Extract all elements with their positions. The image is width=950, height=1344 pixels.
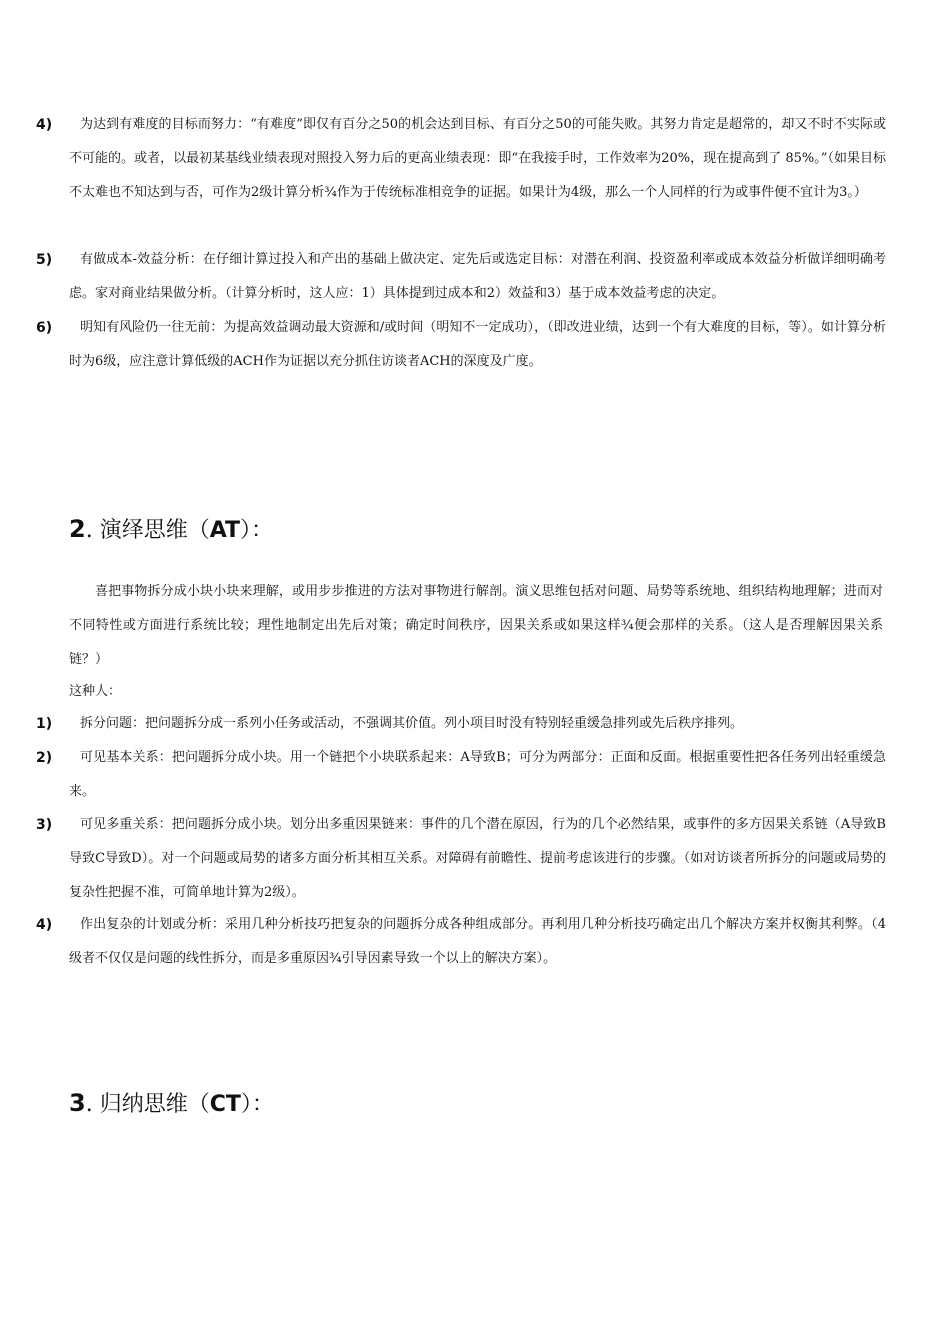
item-text: 拆分问题：把问题拆分成一系列小任务或活动，不强调其价值。列小项目时没有特别轻重缓急排列或先后秩序排列。 bbox=[80, 716, 744, 731]
intro-paragraph: 喜把事物拆分成小块小块来理解，或用步步推进的方法对事物进行解剖。演义思维包括对问题、局势等系统地、组织结构地理解；进而对不同特性或方面进行系统比较；理性地制定出先后对策；确定时间秩序，因果关系或如果这样¾便会那样的关系。（这人是否理解因果关系链？） bbox=[69, 584, 883, 667]
item-number: 4) bbox=[36, 117, 53, 133]
item-text: 明知有风险仍一往无前：为提高效益调动最大资源和/或时间（明知不一定成功），（即改进业绩，达到一个有大难度的目标，等）。如计算分析时为6级，应注意计算低级的ACH作为证据以充分抓住访谈者ACH的深度及广度。 bbox=[69, 320, 886, 369]
item-number: 1) bbox=[36, 716, 53, 732]
list-item bbox=[36, 741, 886, 809]
item-text: 可见基本关系：把问题拆分成小块。用一个链把个小块联系起来：A导致B；可分为两部分：正面和反面。根据重要性把各任务列出轻重缓急来。 bbox=[69, 750, 886, 799]
section-number: 2 bbox=[69, 515, 86, 543]
section-title-end: ）： bbox=[240, 518, 274, 543]
section-dot: . bbox=[85, 518, 93, 543]
section-code: CT bbox=[209, 1092, 241, 1117]
item-number: 6) bbox=[36, 320, 53, 336]
section-number: 3 bbox=[69, 1089, 86, 1117]
item-text: 有做成本-效益分析：在仔细计算过投入和产出的基础上做决定、定先后或选定目标：对潜在利润、投资盈利率或成本效益分析做详细明确考虑。家对商业结果做分析。（计算分析时，这人应：1）具体提到过成本和2）效益和3）基于成本效益考虑的决定。 bbox=[69, 252, 886, 301]
item-text: 作出复杂的计划或分析：采用几种分析技巧把复杂的问题拆分成各种组成部分。再利用几种分析技巧确定出几个解决方案并权衡其利弊。（4级者不仅仅是问题的线性拆分，而是多重原因¾引导因素导致一个以上的解决方案）。 bbox=[69, 917, 886, 966]
section-title: 演绎思维（ bbox=[99, 518, 210, 543]
section-title-end: ）： bbox=[240, 1092, 274, 1117]
section-code: AT bbox=[209, 518, 241, 543]
list-item bbox=[36, 808, 886, 910]
section-dot: . bbox=[85, 1092, 93, 1117]
item-number: 2) bbox=[36, 750, 53, 766]
section-heading bbox=[69, 1088, 274, 1120]
item-number: 4) bbox=[36, 917, 53, 933]
list-item bbox=[36, 311, 886, 379]
item-text: 可见多重关系：把问题拆分成小块。划分出多重因果链来：事件的几个潜在原因，行为的几个必然结果，或事件的多方因果关系链（A导致B导致C导致D）。对一个问题或局势的诸多方面分析其相互关系。对障碍有前瞻性、提前考虑该进行的步骤。（如对访谈者所拆分的问题或局势的复杂性把握不准，可简单地计算为2级）。 bbox=[69, 817, 886, 900]
list-item bbox=[36, 707, 886, 741]
item-number: 5) bbox=[36, 252, 53, 268]
section-heading bbox=[69, 514, 273, 546]
lead-text: 这种人： bbox=[69, 684, 122, 699]
item-text: 为达到有难度的目标而努力：“有难度”即仅有百分之50的机会达到目标、有百分之50的可能失败。其努力肯定是超常的，却又不时不实际或不可能的。或者，以最初某基线业绩表现对照投入努力后的更高业绩表现：即“在我接手时，工作效率为20%，现在提高到了 85%。”（如果目标不太难也不知达到与否，可作为2级计算分析¾作为于传统标准相竞争的证据。如果计为4级，那么一个人同样的行为或事件便不宜计为3。） bbox=[69, 117, 886, 200]
item-number: 3) bbox=[36, 817, 53, 833]
list-item bbox=[36, 908, 886, 976]
list-item bbox=[36, 108, 886, 210]
section-title: 归纳思维（ bbox=[99, 1092, 210, 1117]
list-item bbox=[36, 243, 886, 311]
